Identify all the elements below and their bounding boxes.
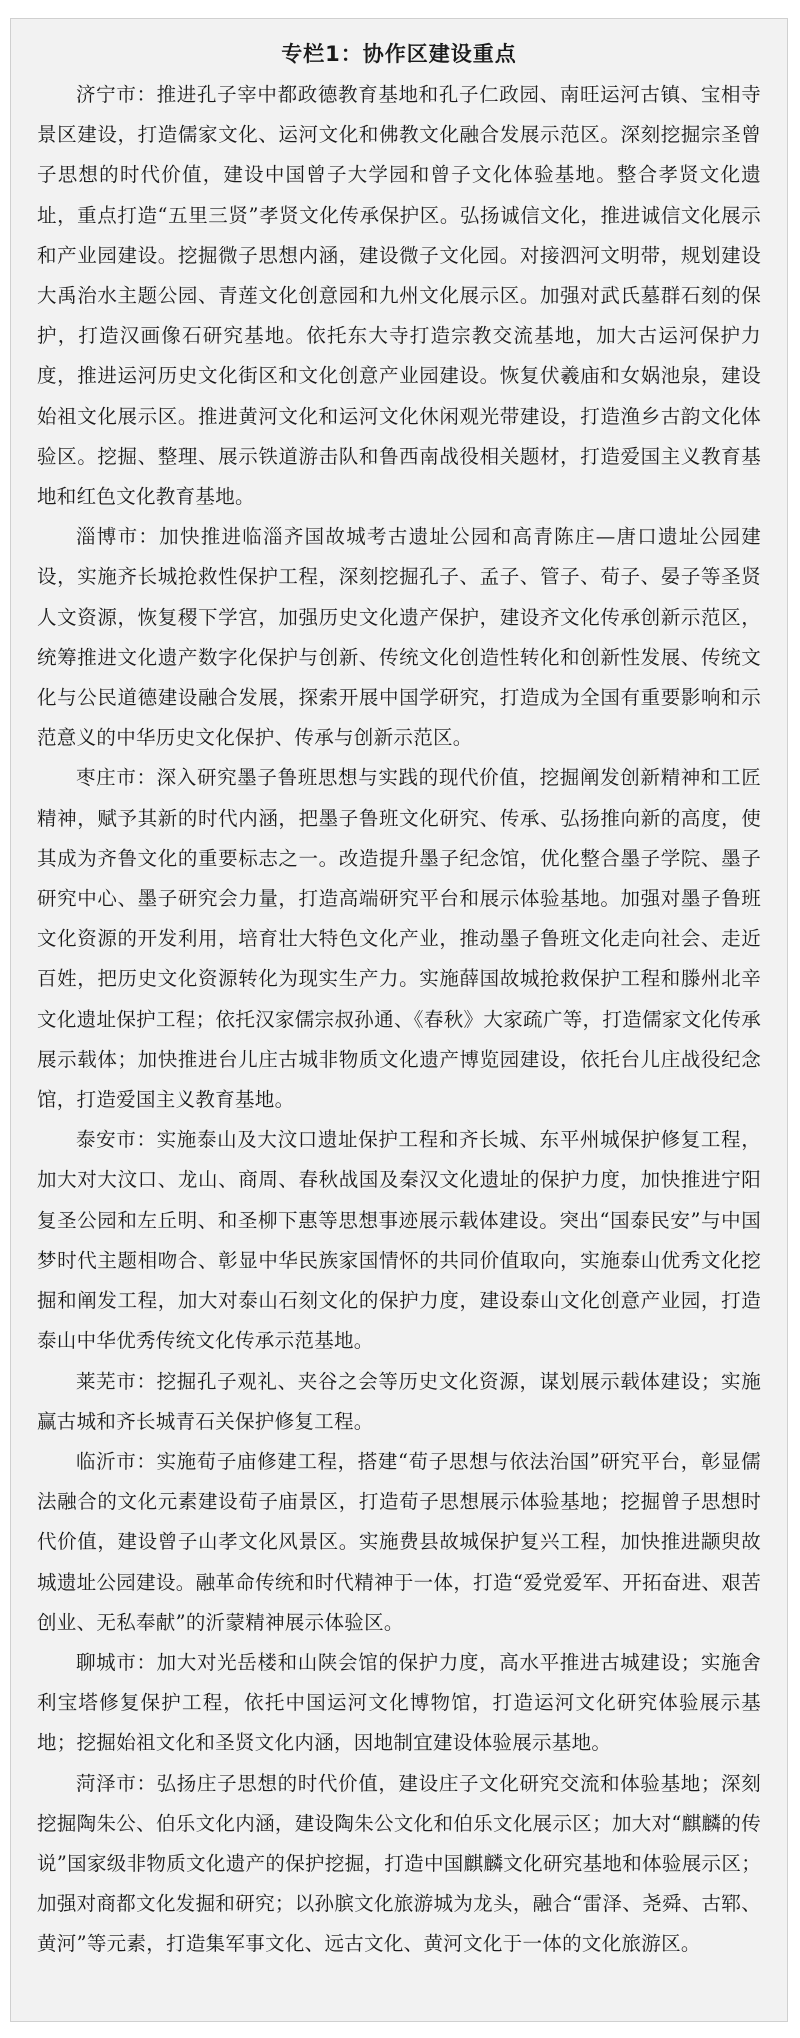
section-laiwu [37,1362,761,1442]
city-label: 聊城市： [76,1650,157,1674]
city-label: 济宁市： [76,83,157,106]
section-text: 弘扬庄子思想的时代价值，建设庄子文化研究交流和体验基地；深刻挖掘陶朱公、伯乐文化内涵，建设陶朱公文化和伯乐文化展示区；加大对“麒麟的传说”国家级非物质文化遗产的保护挖掘，打造中国麒麟文化研究基地和体验展示区；加强对商都文化发掘和研究；以孙膑文化旅游城为龙头，融合“雷泽、尧舜、古郓、黄河”等元素，打造集军事文化、远古文化、黄河文化于一体的文化旅游区。 [37,1771,761,1956]
column-box [10,18,788,2022]
section-text: 深入研究墨子鲁班思想与实践的现代价值，挖掘阐发创新精神和工匠精神，赋予其新的时代内涵，把墨子鲁班文化研究、传承、弘扬推向新的高度，使其成为齐鲁文化的重要标志之一。改造提升墨子纪念馆，优化整合墨子学院、墨子研究中心、墨子研究会力量，打造高端研究平台和展示体验基地。加强对墨子鲁班文化资源的开发利用，培育壮大特色文化产业，推动墨子鲁班文化走向社会、走近百姓，把历史文化资源转化为现实生产力。实施薛国故城抢救保护工程和滕州北辛文化遗址保护工程；依托汉家儒宗叔孙通、《春秋》大家疏广等，打造儒家文化传承展示载体；加快推进台儿庄古城非物质文化遗产博览园建设，依托台儿庄战役纪念馆，打造爱国主义教育基地。 [37,766,761,1112]
city-label: 泰安市： [76,1128,157,1152]
section-heze [37,1764,761,1965]
city-label: 临沂市： [76,1449,157,1473]
section-text: 推进孔子宰中都政德教育基地和孔子仁政园、南旺运河古镇、宝相寺景区建设，打造儒家文化、运河文化和佛教文化融合发展示范区。深刻挖掘宗圣曾子思想的时代价值，建设中国曾子大学园和曾子文化体验基地。整合孝贤文化遗址，重点打造“五里三贤”孝贤文化传承保护区。弘扬诚信文化，推进诚信文化展示和产业园建设。挖掘微子思想内涵，建设微子文化园。对接泗河文明带，规划建设大禹治水主题公园、青莲文化创意园和九州文化展示区。加强对武氏墓群石刻的保护，打造汉画像石研究基地。依托东大寺打造宗教交流基地，加大古运河保护力度，推进运河历史文化街区和文化创意产业园建设。恢复伏羲庙和女娲池泉，建设始祖文化展示区。推进黄河文化和运河文化休闲观光带建设，打造渔乡古韵文化体验区。挖掘、整理、展示铁道游击队和鲁西南战役相关题材，打造爱国主义教育基地和红色文化教育基地。 [37,83,761,509]
section-jining [37,75,761,517]
section-zaozhuang [37,758,761,1120]
city-label: 枣庄市： [76,766,157,790]
section-text: 加大对光岳楼和山陕会馆的保护力度，高水平推进古城建设；实施舍利宝塔修复保护工程，依托中国运河文化博物馆，打造运河文化研究体验展示基地；挖掘始祖文化和圣贤文化内涵，因地制宜建设体验展示基地。 [37,1650,761,1755]
section-taian [37,1120,761,1361]
city-label: 莱芜市： [76,1369,157,1393]
section-linyi [37,1442,761,1643]
section-text: 实施泰山及大汶口遗址保护工程和齐长城、东平州城保护修复工程，加大对大汶口、龙山、商周、春秋战国及秦汉文化遗址的保护力度，加快推进宁阳复圣公园和左丘明、和圣柳下惠等思想事迹展示载体建设。突出“国泰民安”与中国梦时代主题相吻合、彰显中华民族家国情怀的共同价值取向，实施泰山优秀文化挖掘和阐发工程，加大对泰山石刻文化的保护力度，建设泰山文化创意产业园，打造泰山中华优秀传统文化传承示范基地。 [37,1128,761,1353]
section-zibo [37,517,761,758]
section-text: 加快推进临淄齐国故城考古遗址公园和高青陈庄—唐口遗址公园建设，实施齐长城抢救性保护工程，深刻挖掘孔子、孟子、管子、荀子、晏子等圣贤人文资源，恢复稷下学宫，加强历史文化遗产保护，建设齐文化传承创新示范区，统筹推进文化遗产数字化保护与创新、传统文化创造性转化和创新性发展、传统文化与公民道德建设融合发展，探索开展中国学研究，打造成为全国有重要影响和示范意义的中华历史文化保护、传承与创新示范区。 [37,525,762,750]
section-liaocheng [37,1643,761,1764]
section-text: 实施荀子庙修建工程，搭建“荀子思想与依法治国”研究平台，彰显儒法融合的文化元素建设荀子庙景区，打造荀子思想展示体验基地；挖掘曾子思想时代价值，建设曾子山孝文化风景区。实施费县故城保护复兴工程，加快推进颛臾故城遗址公园建设。融革命传统和时代精神于一体，打造“爱党爱军、开拓奋进、艰苦创业、无私奉献”的沂蒙精神展示体验区。 [37,1449,761,1634]
section-text: 挖掘孔子观礼、夹谷之会等历史文化资源，谋划展示载体建设；实施赢古城和齐长城青石关保护修复工程。 [37,1369,761,1433]
city-label: 淄博市： [76,525,160,549]
column-title: 专栏1：协作区建设重点 [281,42,517,66]
city-label: 菏泽市： [76,1771,157,1795]
